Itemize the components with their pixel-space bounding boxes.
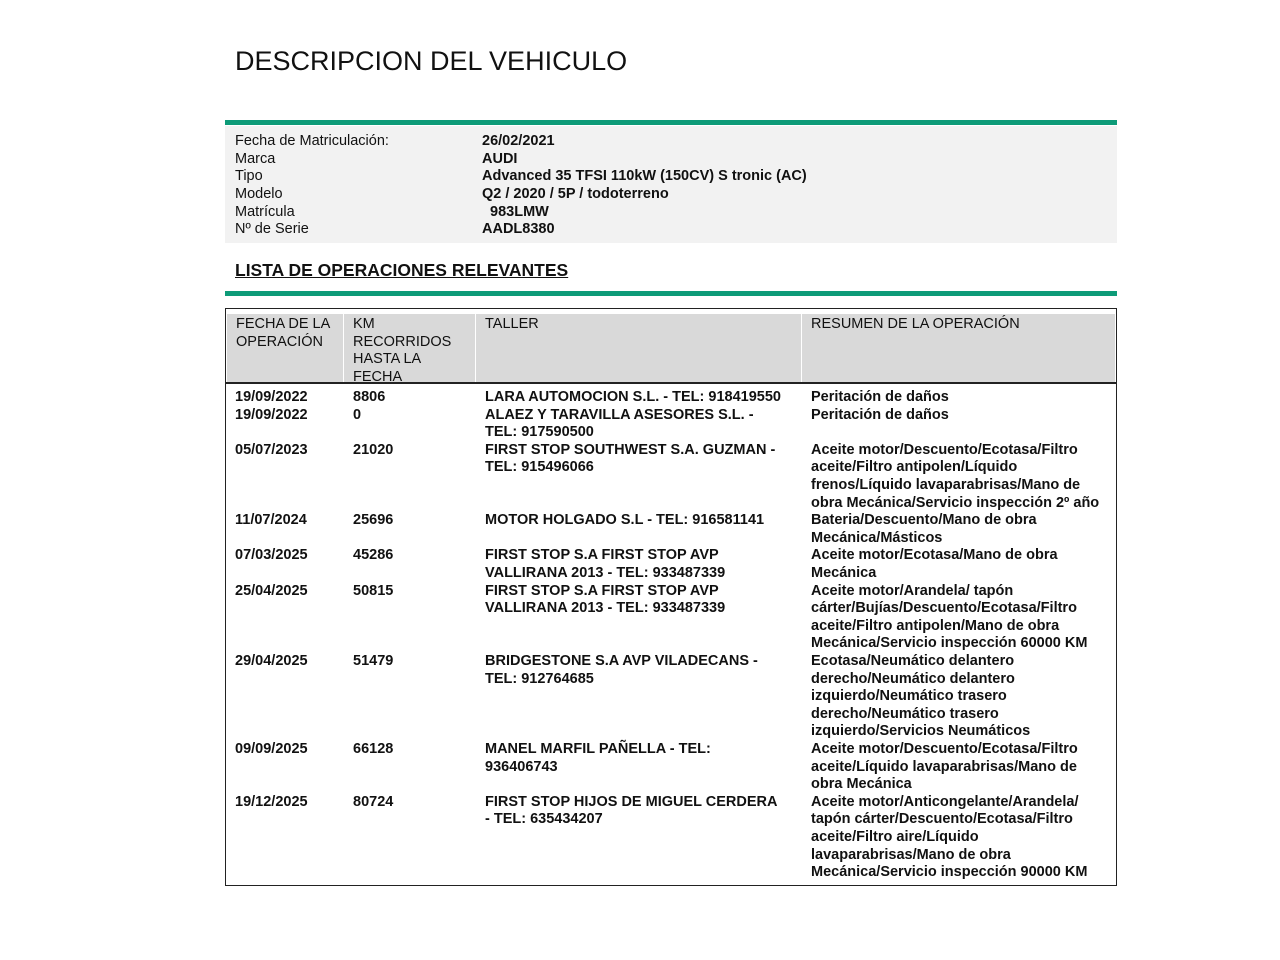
- header-taller: TALLER: [476, 314, 801, 382]
- cell-resumen: Aceite motor/Arandela/ tapón cárter/Bujías/Descuento/Ecotasa/Filtro aceite/Filtro antipolen/Mano de obra Mecánica/Servicio inspección 60000 KM: [811, 582, 1088, 652]
- operations-section-title: LISTA DE OPERACIONES RELEVANTES: [235, 260, 569, 280]
- vehicle-row-numero-serie: [225, 220, 1117, 238]
- cell-resumen: Aceite motor/Ecotasa/Mano de obra Mecánica: [811, 547, 1058, 581]
- vehicle-value: 26/02/2021: [482, 133, 555, 149]
- cell-km: 0: [353, 406, 362, 423]
- table-row: [226, 741, 1116, 794]
- cell-resumen: Ecotasa/Neumático delantero derecho/Neumático delantero izquierdo/Neumático trasero derecho/Neumático trasero izquierdo/Servicios Neumáticos: [811, 652, 1031, 740]
- cell-fecha: 29/04/2025: [235, 652, 308, 669]
- cell-taller: FIRST STOP HIJOS DE MIGUEL CERDERA - TEL: 635434207: [485, 793, 778, 828]
- vehicle-label: Tipo: [235, 168, 263, 184]
- cell-taller: FIRST STOP SOUTHWEST S.A. GUZMAN - TEL: 915496066: [485, 441, 776, 476]
- cell-km: 8806: [353, 389, 386, 405]
- cell-fecha: 19/12/2025: [235, 793, 308, 810]
- vehicle-label: Matrícula: [235, 204, 295, 220]
- table-row: [226, 407, 1116, 442]
- cell-km: 45286: [353, 547, 394, 564]
- header-fecha-operacion: FECHA DE LA OPERACIÓN: [227, 314, 343, 382]
- cell-fecha: 25/04/2025: [235, 582, 308, 599]
- cell-taller: MOTOR HOLGADO S.L - TEL: 916581141: [485, 512, 765, 529]
- cell-fecha: 07/03/2025: [235, 547, 308, 564]
- vehicle-row-marca: [225, 150, 1117, 168]
- vehicle-value: Q2 / 2020 / 5P / todoterreno: [482, 186, 669, 202]
- cell-fecha: 05/07/2023: [235, 441, 308, 458]
- cell-km: 21020: [353, 441, 394, 458]
- cell-km: 50815: [353, 582, 394, 599]
- cell-taller: LARA AUTOMOCION S.L. - TEL: 918419550: [485, 389, 781, 405]
- vehicle-row-tipo: [225, 167, 1117, 185]
- vehicle-row-matricula: [225, 203, 1117, 221]
- operations-table: [225, 308, 1117, 886]
- header-resumen-operacion: RESUMEN DE LA OPERACIÓN: [802, 314, 1115, 382]
- cell-km: 51479: [353, 652, 394, 669]
- vehicle-value: Advanced 35 TFSI 110kW (150CV) S tronic (AC): [482, 168, 807, 184]
- cell-taller: MANEL MARFIL PAÑELLA - TEL: 936406743: [485, 740, 711, 775]
- cell-km: 25696: [353, 512, 394, 529]
- cell-km: 66128: [353, 740, 394, 757]
- vehicle-value: 983LMW: [482, 204, 549, 220]
- vehicle-label: Fecha de Matriculación:: [235, 133, 389, 149]
- table-row: [226, 442, 1116, 512]
- operations-table-body: [226, 389, 1116, 882]
- cell-resumen: Aceite motor/Descuento/Ecotasa/Filtro aceite/Líquido lavaparabrisas/Mano de obra Mecánica: [811, 740, 1078, 793]
- operations-table-header: [226, 309, 1116, 384]
- cell-fecha: 19/09/2022: [235, 389, 308, 405]
- table-row: [226, 512, 1116, 547]
- vehicle-row-fecha-matriculacion: [225, 132, 1117, 150]
- table-row: [226, 389, 1116, 407]
- cell-resumen: Bateria/Descuento/Mano de obra Mecánica/Másticos: [811, 512, 1037, 546]
- vehicle-label: Marca: [235, 151, 276, 167]
- table-row: [226, 547, 1116, 582]
- cell-fecha: 11/07/2024: [235, 512, 307, 529]
- section-divider-operations: [225, 291, 1117, 296]
- vehicle-value: AADL8380: [482, 221, 555, 237]
- cell-resumen: Peritación de daños: [811, 406, 949, 423]
- cell-resumen: Aceite motor/Descuento/Ecotasa/Filtro aceite/Filtro antipolen/Líquido frenos/Líquido lavaparabrisas/Mano de obra Mecánica/Servicio inspección 2º año: [811, 441, 1100, 511]
- cell-taller: FIRST STOP S.A FIRST STOP AVP VALLIRANA 2013 - TEL: 933487339: [485, 582, 726, 617]
- cell-fecha: 19/09/2022: [235, 406, 308, 423]
- table-row: [226, 794, 1116, 882]
- cell-resumen: Peritación de daños: [811, 389, 949, 405]
- header-km-recorridos: KM RECORRIDOS HASTA LA FECHA: [344, 314, 475, 382]
- page-title: DESCRIPCION DEL VEHICULO: [235, 46, 628, 76]
- vehicle-row-modelo: [225, 185, 1117, 203]
- section-divider-top: [225, 120, 1117, 125]
- cell-km: 80724: [353, 793, 394, 810]
- cell-taller: BRIDGESTONE S.A AVP VILADECANS - TEL: 912764685: [485, 652, 758, 687]
- cell-resumen: Aceite motor/Anticongelante/Arandela/ tapón cárter/Descuento/Ecotasa/Filtro aceite/Filtro aire/Líquido lavaparabrisas/Mano de obra Mecánica/Servicio inspección 90000 KM: [811, 793, 1088, 881]
- vehicle-label: Nº de Serie: [235, 221, 309, 237]
- cell-fecha: 09/09/2025: [235, 740, 308, 757]
- cell-taller: FIRST STOP S.A FIRST STOP AVP VALLIRANA 2013 - TEL: 933487339: [485, 547, 726, 581]
- table-row: [226, 583, 1116, 653]
- vehicle-label: Modelo: [235, 186, 283, 202]
- table-row: [226, 653, 1116, 741]
- vehicle-value: AUDI: [482, 151, 518, 167]
- cell-taller: ALAEZ Y TARAVILLA ASESORES S.L. - TEL: 917590500: [485, 406, 754, 441]
- vehicle-info-panel: [225, 126, 1117, 243]
